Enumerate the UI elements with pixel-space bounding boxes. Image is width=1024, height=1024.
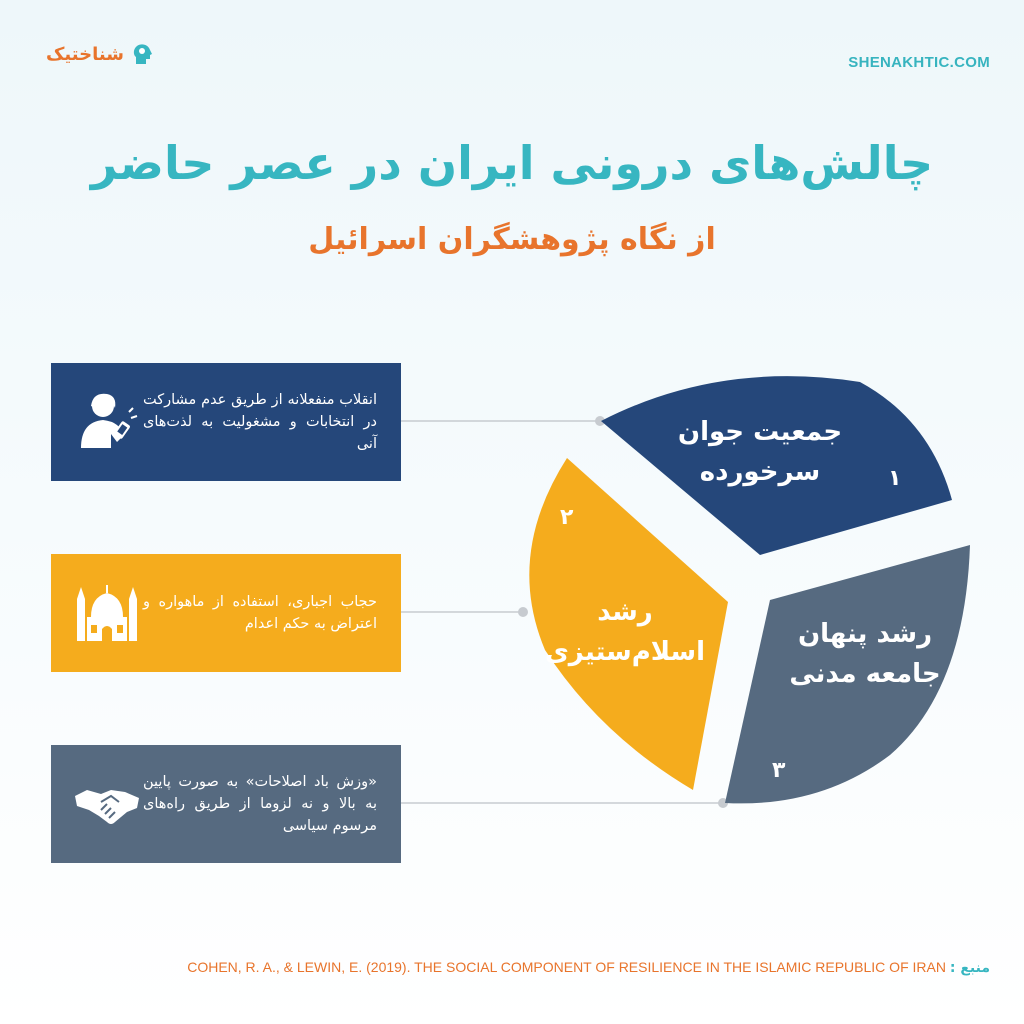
challenge-box-2 <box>51 554 401 672</box>
page-subtitle: از نگاه پژوهشگران اسرائیل <box>308 222 716 257</box>
challenge-box-2-text: حجاب اجباری، استفاده از ماهواره و اعتراض به حکم اعدام <box>143 594 377 632</box>
challenge-box-1-text: انقلاب منفعلانه از طریق عدم مشارکت در انتخابات و مشغولیت به لذت‌های آنی <box>143 392 377 452</box>
segment-2-number: ۲ <box>560 505 574 530</box>
logo-text: شناختیک <box>46 43 124 65</box>
source-label: منبع : <box>949 960 990 976</box>
segment-3-number: ۳ <box>772 758 786 783</box>
person-with-phone-icon <box>71 386 143 458</box>
challenge-box-1 <box>51 363 401 481</box>
mosque-icon <box>71 577 143 649</box>
handshake-icon <box>71 768 143 840</box>
segment-2-label: رشد اسلام‌ستیزی <box>544 597 706 667</box>
challenge-box-3-text: «وزش باد اصلاحات» به صورت پایین به بالا و نه لزوما از طریق راه‌های مرسوم سیاسی <box>143 774 377 834</box>
site-url[interactable]: SHENAKHTIC.COM <box>848 54 990 71</box>
source-text: COHEN, R. A., & LEWIN, E. (2019). THE SOCIAL COMPONENT OF RESILIENCE IN THE ISLAMIC REPUBLIC OF IRAN <box>187 959 946 975</box>
page-title: چالش‌های درونی ایران در عصر حاضر <box>90 136 934 190</box>
source-citation <box>0 959 990 976</box>
segment-1-label: جمعیت جوان سرخورده <box>677 417 843 487</box>
segment-1-number: ۱ <box>888 466 902 491</box>
challenge-box-3 <box>51 745 401 863</box>
segment-3-label: رشد پنهان جامعه مدنی <box>789 619 941 689</box>
